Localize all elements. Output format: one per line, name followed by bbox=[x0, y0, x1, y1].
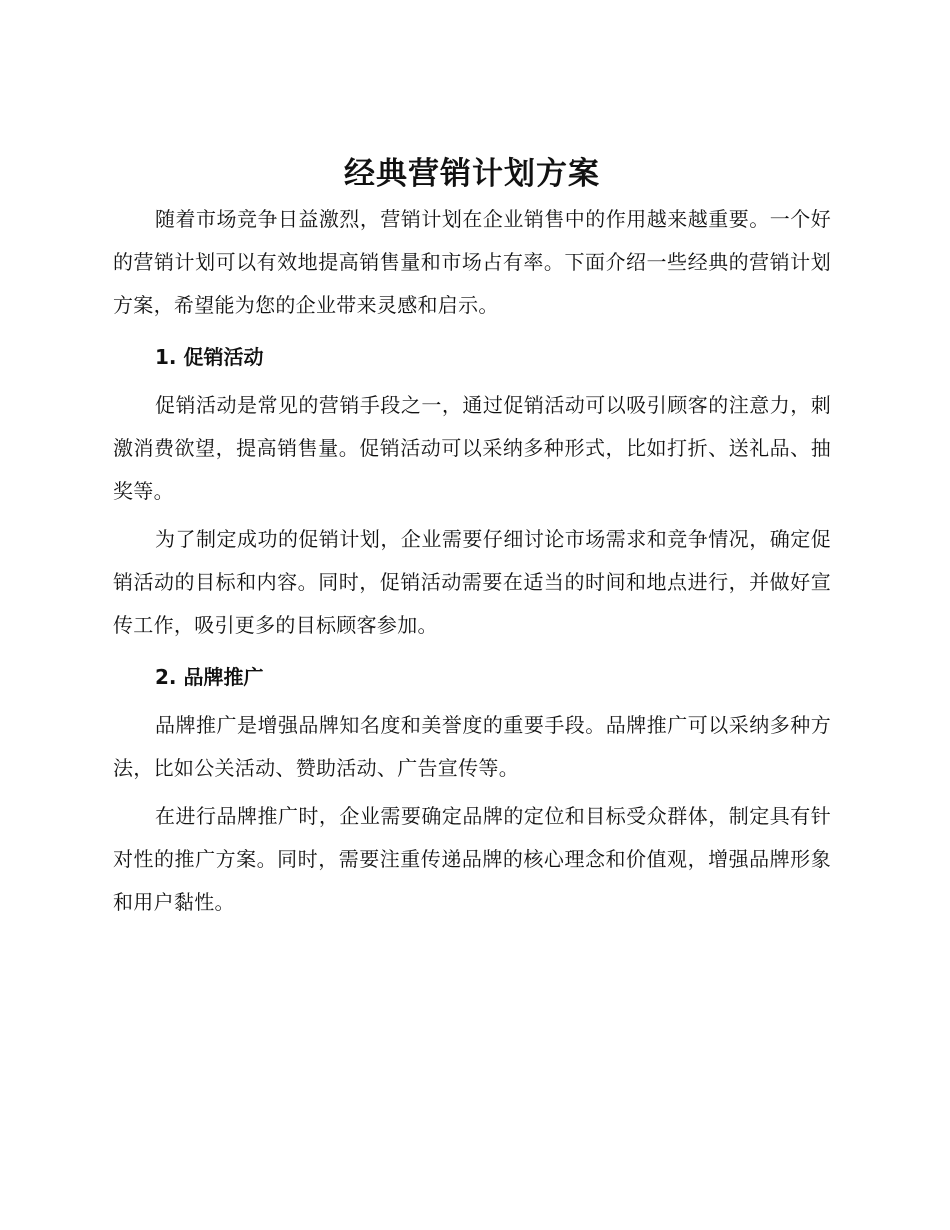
document-page bbox=[113, 150, 831, 924]
section-paragraph: 促销活动是常见的营销手段之一，通过促销活动可以吸引顾客的注意力，刺激消费欲望，提高销售量。促销活动可以采纳多种形式，比如打折、送礼品、抽奖等。 bbox=[113, 393, 831, 503]
spacer bbox=[113, 647, 831, 656]
section-paragraph: 在进行品牌推广时，企业需要确定品牌的定位和目标受众群体，制定具有针对性的推广方案。同时，需要注重传递品牌的核心理念和价值观，增强品牌形象和用户黏性。 bbox=[113, 804, 831, 914]
section-paragraph: 品牌推广是增强品牌知名度和美誉度的重要手段。品牌推广可以采纳多种方法，比如公关活动、赞助活动、广告宣传等。 bbox=[113, 713, 831, 780]
document-title: 经典营销计划方案 bbox=[344, 156, 600, 192]
section-paragraph: 为了制定成功的促销计划，企业需要仔细讨论市场需求和竞争情况，确定促销活动的目标和内容。同时，促销活动需要在适当的时间和地点进行，并做好宣传工作，吸引更多的目标顾客参加。 bbox=[113, 527, 831, 637]
intro-paragraph: 随着市场竞争日益激烈，营销计划在企业销售中的作用越来越重要。一个好的营销计划可以有效地提高销售量和市场占有率。下面介绍一些经典的营销计划方案，希望能为您的企业带来灵感和启示。 bbox=[113, 207, 831, 317]
section-heading-promotion: 1. 促销活动 bbox=[155, 345, 264, 369]
section-heading-brand: 2. 品牌推广 bbox=[155, 665, 264, 689]
spacer bbox=[113, 327, 831, 336]
